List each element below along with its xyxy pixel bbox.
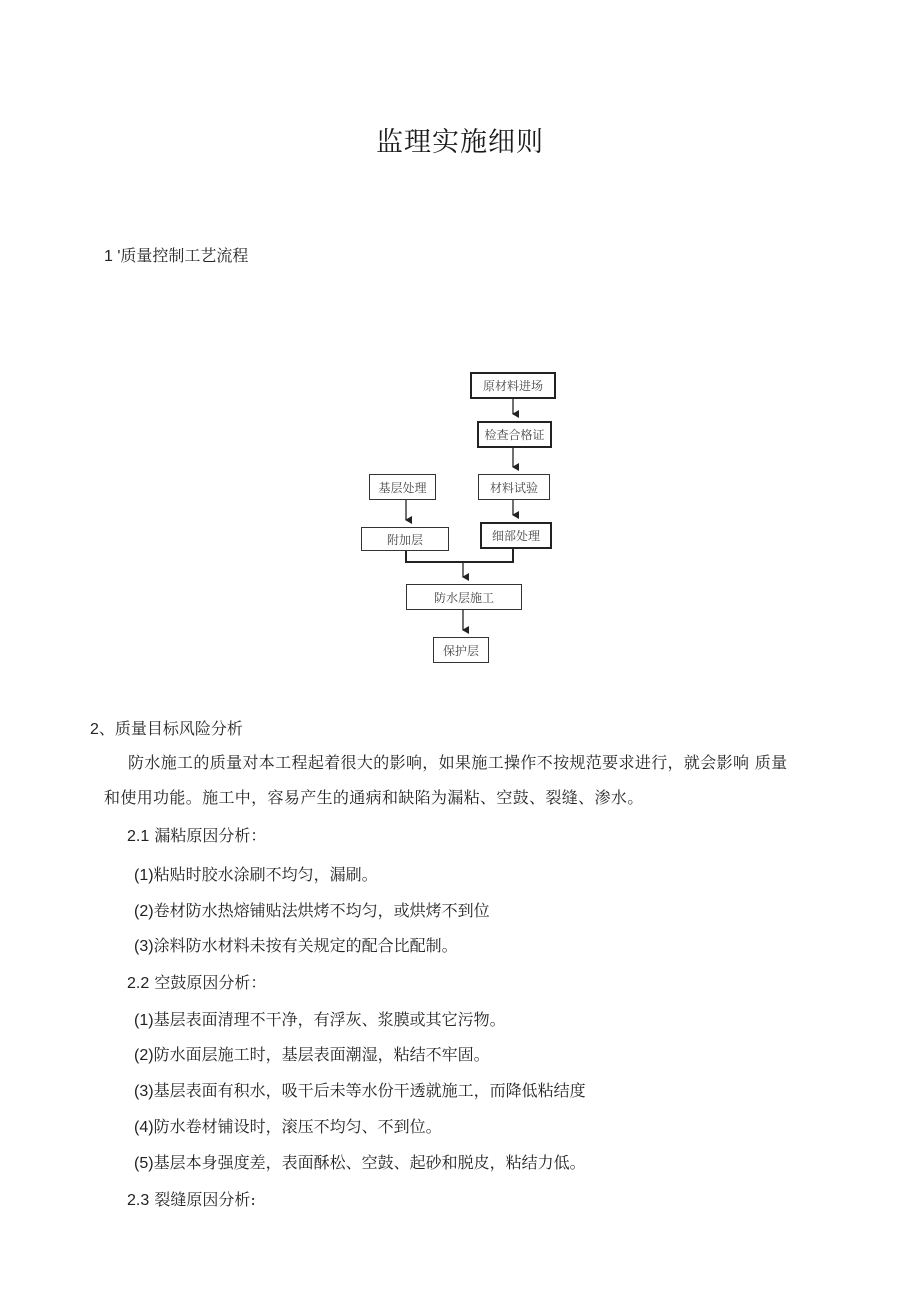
item-number: (4): [134, 1119, 154, 1136]
item-number: (5): [134, 1155, 154, 1172]
item-number: (3): [134, 1083, 154, 1100]
list-item: [134, 1114, 442, 1137]
section-2-title: 质量目标风险分析: [114, 719, 243, 738]
list-item: [134, 1042, 490, 1065]
item-text: 基层表面清理不干净，有浮灰、浆膜或其它污物。: [153, 1010, 506, 1029]
list-item: [134, 1007, 506, 1030]
item-number: (1): [134, 867, 154, 884]
section-1-title: 质量控制工艺流程: [120, 246, 249, 265]
flow-node-raw-material-entry: 原材料进场: [470, 372, 556, 399]
item-number: (1): [134, 1012, 154, 1029]
subsection-2-2-title: 空鼓原因分析：: [154, 973, 267, 992]
item-text: 卷材防水热熔铺贴法烘烤不均匀，或烘烤不到位: [153, 901, 490, 920]
flow-node-material-test: 材料试验: [478, 474, 550, 500]
item-text: 粘贴时胶水涂刷不均匀，漏刷。: [153, 865, 378, 884]
flow-node-check-certificate: 检查合格证: [477, 421, 552, 448]
list-item: [134, 933, 458, 956]
list-item: [134, 898, 490, 921]
subsection-2-3-heading: [127, 1187, 256, 1210]
item-number: (2): [134, 1047, 154, 1064]
list-item: [134, 862, 378, 885]
flow-node-waterproof-construction: 防水层施工: [406, 584, 522, 610]
subsection-2-1-number: 2.1: [127, 828, 150, 845]
section-2-intro-line-1: 防水施工的质量对本工程起着很大的影响，如果施工操作不按规范要求进行，就会影响 质量: [128, 753, 788, 772]
section-2-number: 2、: [90, 721, 115, 738]
section-1-number: 1 ': [104, 248, 121, 265]
item-text: 防水卷材铺设时，滚压不均匀、不到位。: [153, 1117, 442, 1136]
section-2-intro-line-2: 和使用功能。施工中，容易产生的通病和缺陷为漏粘、空鼓、裂缝、渗水。: [104, 788, 644, 807]
list-item: [134, 1150, 586, 1173]
flow-node-detail-treatment: 细部处理: [480, 522, 552, 549]
item-number: (3): [134, 938, 154, 955]
subsection-2-2-heading: [127, 970, 266, 993]
subsection-2-1-title: 漏粘原因分析：: [154, 826, 267, 845]
list-item: [134, 1078, 586, 1101]
subsection-2-3-title: 裂缝原因分析:: [154, 1190, 256, 1209]
subsection-2-3-number: 2.3: [127, 1192, 150, 1209]
section-2-heading: [90, 716, 243, 739]
item-text: 防水面层施工时，基层表面潮湿，粘结不牢固。: [153, 1045, 490, 1064]
item-number: (2): [134, 903, 154, 920]
item-text: 基层表面有积水，吸干后未等水份干透就施工，而降低粘结度: [153, 1081, 586, 1100]
subsection-2-1-heading: [127, 823, 266, 846]
document-title: 监理实施细则: [376, 127, 544, 158]
flow-node-protective-layer: 保护层: [433, 637, 489, 663]
item-text: 基层本身强度差，表面酥松、空鼓、起砂和脱皮，粘结力低。: [153, 1153, 586, 1172]
item-text: 涂料防水材料未按有关规定的配合比配制。: [153, 936, 458, 955]
flow-node-base-treatment: 基层处理: [369, 474, 436, 500]
subsection-2-2-number: 2.2: [127, 975, 150, 992]
flow-node-additional-layer: 附加层: [361, 527, 449, 551]
